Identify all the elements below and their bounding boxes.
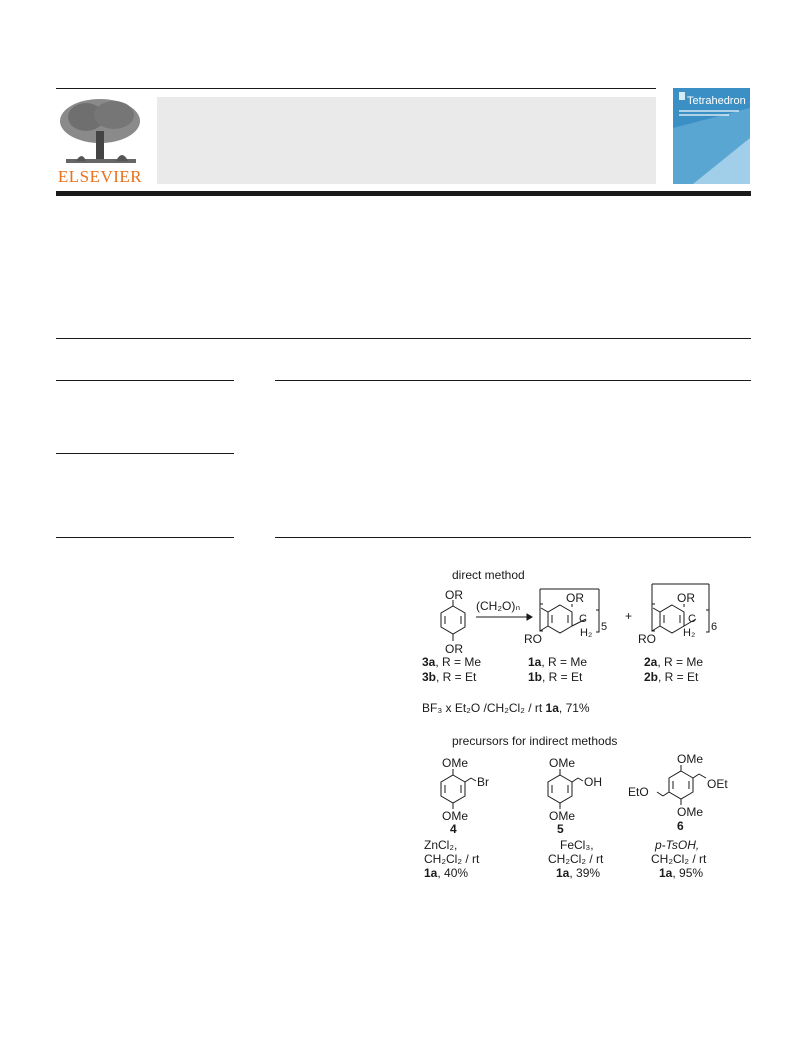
indirect-title: precursors for indirect methods — [452, 734, 618, 748]
label-h2-1: H₂ — [580, 627, 593, 639]
label-h2-2: H₂ — [683, 627, 696, 639]
label-oh-5: OH — [584, 775, 602, 789]
header-thick-rule — [56, 191, 751, 196]
reagent-paraformaldehyde: (CH₂O)ₙ — [476, 599, 521, 613]
cover-journal-title: Tetrahedron — [687, 95, 746, 107]
compound-3-structure — [441, 600, 465, 641]
precursor-5-solvent: CH₂Cl₂ / rt — [548, 852, 604, 866]
label-ome-6-top: OMe — [677, 752, 704, 766]
precursor-6-reagent: p-TsOH, — [655, 838, 700, 852]
label-ome-5-bottom: OMe — [549, 809, 576, 823]
label-or-2: OR — [677, 591, 695, 605]
abstract-top-rule — [56, 338, 751, 339]
label-or-bottom-3: OR — [445, 642, 463, 656]
label-ome-4-top: OMe — [442, 756, 469, 770]
journal-banner — [157, 97, 656, 184]
direct-conditions: BF₃ x Et₂O /CH₂Cl₂ / rt 1a, 71% — [422, 701, 590, 715]
precursor-6-solvent: CH₂Cl₂ / rt — [651, 852, 707, 866]
compound-4-id: 4 — [450, 822, 457, 836]
compound-3a-legend: 3a, R = Me — [422, 655, 482, 669]
direct-method-label: direct method — [452, 568, 525, 582]
ring-count-6: 6 — [711, 621, 718, 633]
precursor-4-solvent: CH₂Cl₂ / rt — [424, 852, 480, 866]
tree-icon — [56, 95, 144, 167]
label-br-4: Br — [477, 775, 489, 789]
compound-5-structure — [548, 769, 583, 809]
plus-sign: + — [625, 609, 633, 623]
journal-cover — [673, 88, 750, 184]
compound-1a-legend: 1a, R = Me — [528, 655, 588, 669]
publisher-name: ELSEVIER — [57, 167, 143, 186]
ring-count-5: 5 — [601, 621, 608, 633]
reaction-scheme — [420, 558, 760, 888]
label-eto-6: EtO — [628, 785, 649, 799]
compound-3b-legend: 3b, R = Et — [422, 670, 477, 684]
label-c-2: C — [688, 613, 696, 625]
label-ome-6-bottom: OMe — [677, 805, 704, 819]
compound-1b-legend: 1b, R = Et — [528, 670, 583, 684]
precursor-5-yield: 1a, 39% — [556, 866, 601, 880]
label-ome-4-bottom: OMe — [442, 809, 469, 823]
abstract-rule — [275, 380, 751, 381]
left-bottom-rule — [56, 537, 234, 538]
label-or-1: OR — [566, 591, 584, 605]
right-bottom-rule — [275, 537, 751, 538]
precursor-5-reagent: FeCl₃, — [560, 838, 594, 852]
precursor-4-reagent: ZnCl₂, — [424, 838, 458, 852]
compound-2a-legend: 2a, R = Me — [644, 655, 704, 669]
header-top-rule — [56, 88, 656, 89]
compound-6-id: 6 — [677, 819, 684, 833]
precursor-4-yield: 1a, 40% — [424, 866, 469, 880]
article-info-rule — [56, 380, 234, 381]
label-c-1: C — [579, 613, 587, 625]
compound-6-structure — [657, 765, 706, 805]
compound-2b-legend: 2b, R = Et — [644, 670, 699, 684]
elsevier-logo — [56, 95, 144, 187]
label-oet-6: OEt — [707, 777, 728, 791]
compound-5-id: 5 — [557, 822, 564, 836]
precursor-6-yield: 1a, 95% — [659, 866, 704, 880]
label-ro-1: RO — [524, 632, 542, 646]
label-ro-2: RO — [638, 632, 656, 646]
compound-4-structure — [441, 769, 476, 809]
label-or-top-3: OR — [445, 588, 463, 602]
keywords-rule — [56, 453, 234, 454]
label-ome-5-top: OMe — [549, 756, 576, 770]
